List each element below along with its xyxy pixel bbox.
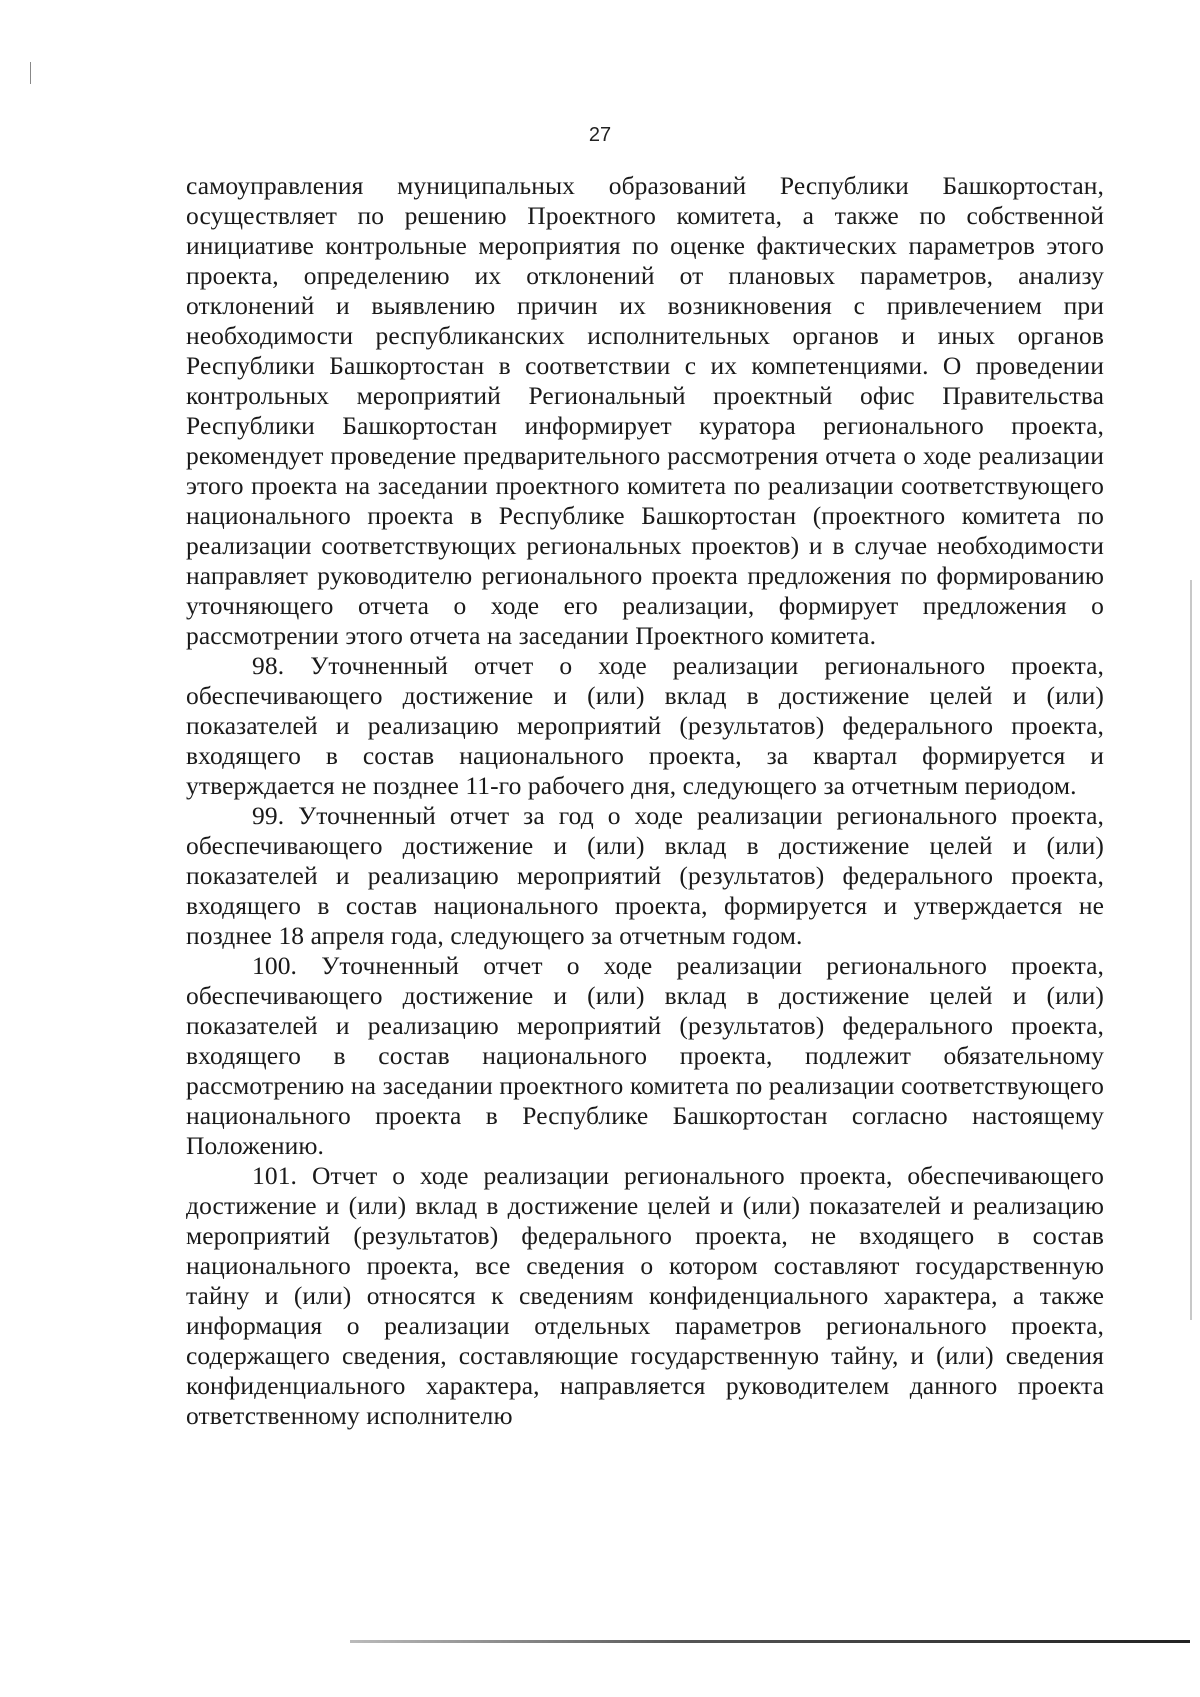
bottom-divider	[350, 1640, 1190, 1643]
paragraph-99: 99. Уточненный отчет за год о ходе реализации регионального проекта, обеспечивающего достижение и (или) вклад в достижение целей и (или) показателей и реализацию мероприятий (результатов) федерального проекта, входящего в состав национального проекта, формируется и утверждается не позднее 18 апреля года, следующего за отчетным годом.	[186, 801, 1104, 950]
paragraph-101: 101. Отчет о ходе реализации регионального проекта, обеспечивающего достижение и (или) вклад в достижение целей и (или) показателей и реализацию мероприятий (результатов) федерального проекта, не входящего в состав национального проекта, все сведения о котором составляют государственную тайну и (или) относятся к сведениям конфиденциального характера, а также информация о реализации отдельных параметров регионального проекта, содержащего сведения, составляющие государственную тайну, и (или) сведения конфиденциального характера, направляется руководителем данного проекта ответственному исполнителю	[186, 1161, 1104, 1430]
paragraph-continuation: самоуправления муниципальных образований Республики Башкортостан, осуществляет по решению Проектного комитета, а также по собственной инициативе контрольные мероприятия по оценке фактических параметров этого проекта, определению их отклонений от плановых параметров, анализу отклонений и выявлению причин их возникновения с привлечением при необходимости республиканских исполнительных органов и иных органов Республики Башкортостан в соответствии с их компетенциями. О проведении контрольных мероприятий Региональный проектный офис Правительства Республики Башкортостан информирует куратора регионального проекта, рекомендует проведение предварительного рассмотрения отчета о ходе реализации этого проекта на заседании проектного комитета по реализации соответствующего национального проекта в Республике Башкортостан (проектного комитета по реализации соответствующих региональных проектов) и в случае необходимости направляет руководителю регионального проекта предложения по формированию уточняющего отчета о ходе его реализации, формирует предложения о рассмотрении этого отчета на заседании Проектного комитета.	[186, 171, 1104, 650]
scan-edge-mark	[30, 62, 31, 84]
document-body	[186, 171, 1104, 1431]
page-number: 27	[588, 124, 612, 146]
paragraph-98: 98. Уточненный отчет о ходе реализации регионального проекта, обеспечивающего достижение и (или) вклад в достижение целей и (или) показателей и реализацию мероприятий (результатов) федерального проекта, входящего в состав национального проекта, за квартал формируется и утверждается не позднее 11-го рабочего дня, следующего за отчетным периодом.	[186, 651, 1104, 800]
paragraph-100: 100. Уточненный отчет о ходе реализации регионального проекта, обеспечивающего достижение и (или) вклад в достижение целей и (или) показателей и реализацию мероприятий (результатов) федерального проекта, входящего в состав национального проекта, подлежит обязательному рассмотрению на заседании проектного комитета по реализации соответствующего национального проекта в Республике Башкортостан согласно настоящему Положению.	[186, 951, 1104, 1160]
scan-edge-mark	[1190, 580, 1192, 1320]
